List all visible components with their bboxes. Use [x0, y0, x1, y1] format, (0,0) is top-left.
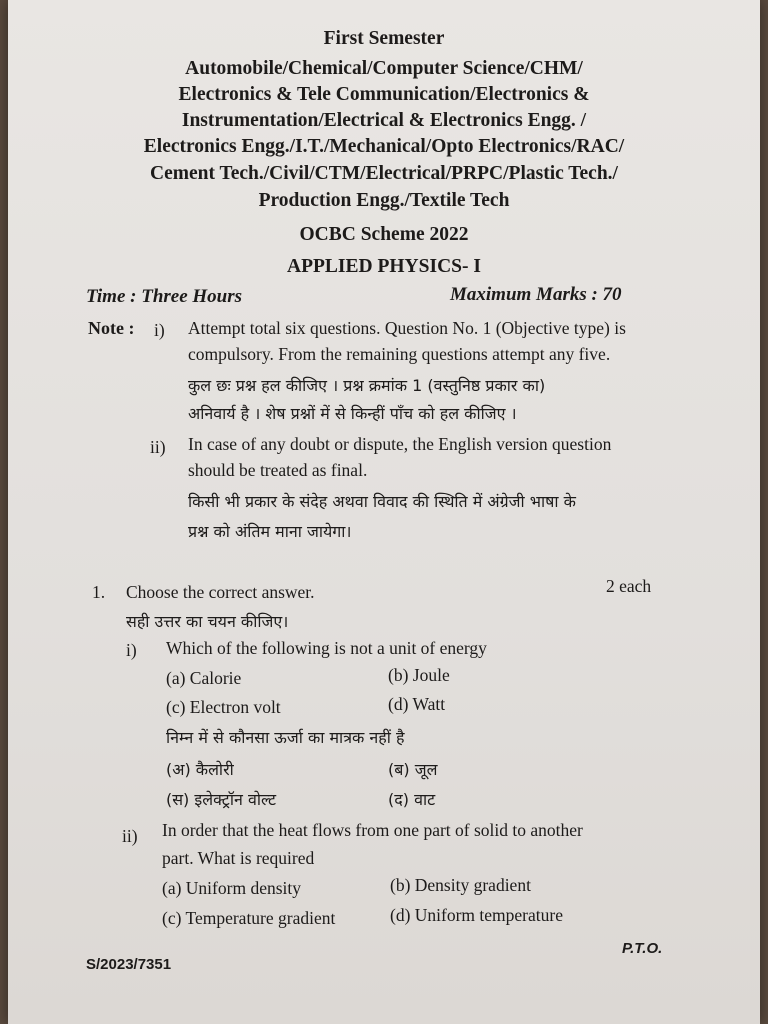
option-hi: (स) इलेक्ट्रॉन वोल्ट: [166, 790, 277, 809]
option: (d) Watt: [388, 694, 446, 714]
part-question: part. What is required: [162, 848, 315, 868]
question-marks: 2 each: [606, 576, 652, 596]
branch-line: Electronics & Tele Communication/Electronics &: [178, 84, 590, 105]
paper-code: S/2023/7351: [86, 956, 172, 973]
note-text-en: In case of any doubt or dispute, the English version question: [188, 434, 612, 454]
question-instruction: Choose the correct answer.: [126, 582, 315, 602]
note-text-hi: प्रश्न को अंतिम माना जायेगा।: [188, 522, 352, 541]
note-item-number: i): [154, 320, 165, 340]
option-hi: (अ) कैलोरी: [166, 760, 234, 779]
part-number: ii): [122, 826, 138, 846]
branch-line: Instrumentation/Electrical & Electronics Engg. /: [181, 110, 587, 131]
option: (b) Density gradient: [390, 875, 531, 895]
semester-title: First Semester: [323, 28, 445, 49]
note-label: Note :: [88, 318, 135, 338]
note-text-en: should be treated as final.: [188, 460, 368, 480]
branch-line: Production Engg./Textile Tech: [258, 190, 510, 211]
question-number: 1.: [92, 582, 106, 602]
max-marks: Maximum Marks : 70: [450, 284, 622, 305]
option-hi: (द) वाट: [388, 790, 436, 809]
branch-line: Cement Tech./Civil/CTM/Electrical/PRPC/Plastic Tech./: [150, 163, 618, 184]
note-text-hi: किसी भी प्रकार के संदेह अथवा विवाद की स्थिति में अंग्रेजी भाषा के: [188, 492, 576, 511]
note-text-hi: कुल छः प्रश्न हल कीजिए । प्रश्न क्रमांक 1 (वस्तुनिष्ठ प्रकार का): [188, 376, 546, 395]
note-text-hi: अनिवार्य है । शेष प्रश्नों में से किन्हीं पाँच को हल कीजिए ।: [188, 404, 517, 423]
option: (a) Calorie: [166, 668, 242, 688]
scheme-title: OCBC Scheme 2022: [299, 224, 469, 245]
note-text-en: compulsory. From the remaining questions attempt any five.: [188, 344, 611, 364]
option: (a) Uniform density: [162, 878, 301, 898]
option-hi: (ब) जूल: [388, 760, 438, 779]
part-question: In order that the heat flows from one part of solid to another: [162, 820, 583, 840]
option: (c) Temperature gradient: [162, 908, 336, 928]
option: (d) Uniform temperature: [390, 905, 563, 925]
exam-paper: [8, 0, 760, 1024]
subject-title: APPLIED PHYSICS- I: [287, 256, 481, 277]
option: (b) Joule: [388, 665, 450, 685]
part-number: i): [126, 640, 137, 660]
question-instruction-hi: सही उत्तर का चयन कीजिए।: [126, 612, 289, 631]
part-question-hi: निम्न में से कौनसा ऊर्जा का मात्रक नहीं है: [166, 728, 405, 747]
exam-time: Time : Three Hours: [86, 286, 243, 307]
branch-line: Electronics Engg./I.T./Mechanical/Opto Electronics/RAC/: [143, 136, 625, 157]
part-question: Which of the following is not a unit of energy: [166, 638, 487, 658]
note-item-number: ii): [150, 437, 166, 457]
option: (c) Electron volt: [166, 697, 281, 717]
pto-mark: P.T.O.: [622, 940, 663, 957]
note-text-en: Attempt total six questions. Question No. 1 (Objective type) is: [188, 318, 626, 338]
branch-line: Automobile/Chemical/Computer Science/CHM/: [185, 58, 583, 79]
